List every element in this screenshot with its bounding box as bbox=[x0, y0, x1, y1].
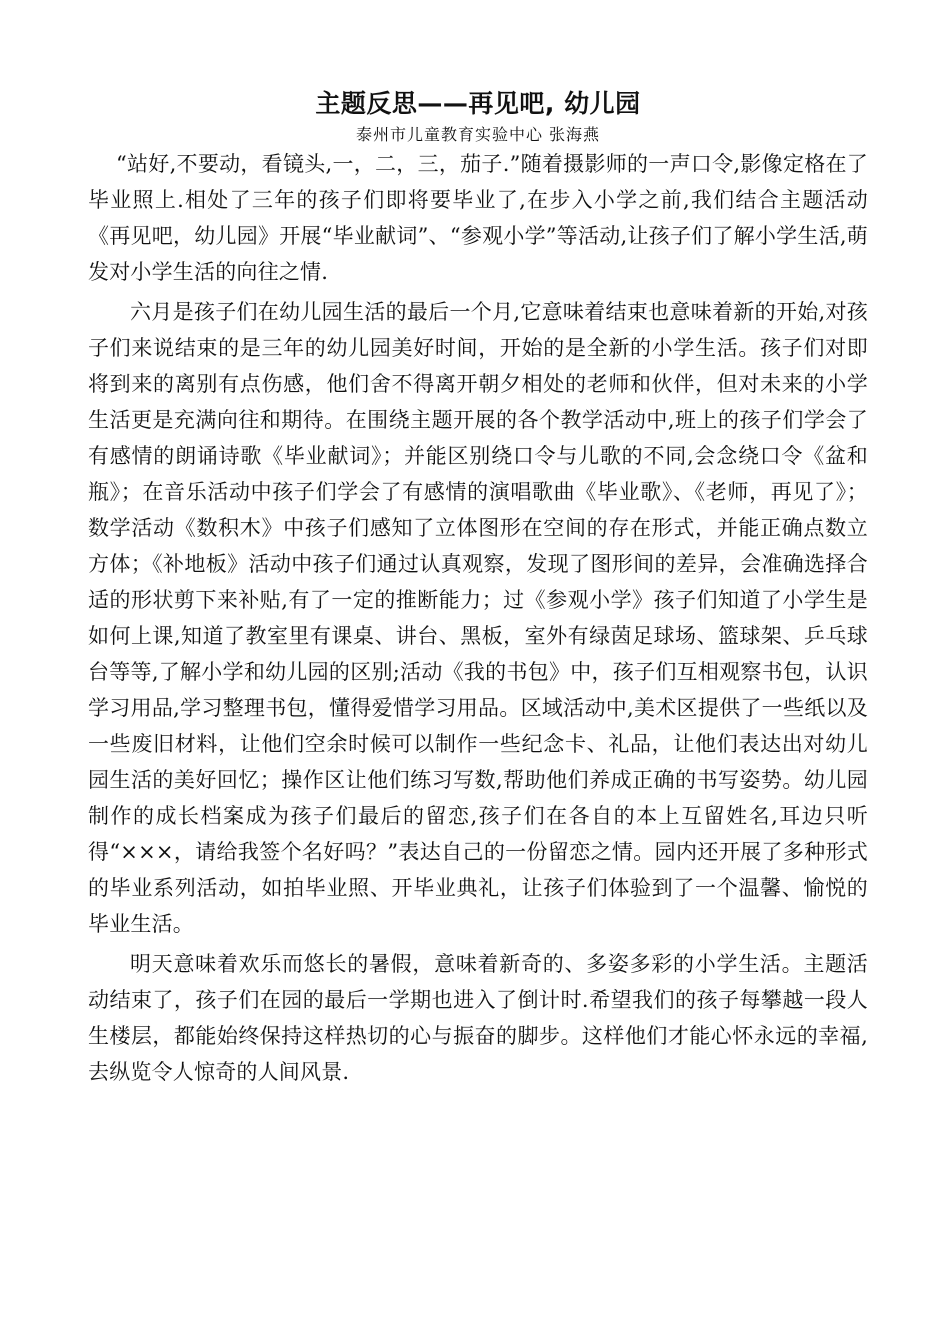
paragraph-3: 明天意味着欢乐而悠长的暑假，意味着新奇的、多姿多彩的小学生活。主题活动结束了，孩子们在园的最后一学期也进入了倒计时.希望我们的孩子每攀越一段人生楼层，都能始终保持这样热切的心与振奋的脚步。这样他们才能心怀永远的幸福,去纵览令人惊奇的人间风景. bbox=[88, 952, 868, 1084]
paragraph-2: 六月是孩子们在幼儿园生活的最后一个月,它意味着结束也意味着新的开始,对孩子们来说结束的是三年的幼儿园美好时间，开始的是全新的小学生活。孩子们对即将到来的离别有点伤感，他们舍不得离开朝夕相处的老师和伙伴，但对未来的小学生活更是充满向往和期待。在围绕主题开展的各个教学活动中,班上的孩子们学会了有感情的朗诵诗歌《毕业献词》；并能区别绕口令与儿歌的不同,会念绕口令《盆和瓶》；在音乐活动中孩子们学会了有感情的演唱歌曲《毕业歌》、《老师，再见了》；数学活动《数积木》中孩子们感知了立体图形在空间的存在形式，并能正确点数立方体；《补地板》活动中孩子们通过认真观察，发现了图形间的差异，会准确选择合适的形状剪下来补贴,有了一定的推断能力；过《参观小学》孩子们知道了小学生是如何上课,知道了教室里有课桌、讲台、黑板，室外有绿茵足球场、篮球架、乒乓球台等等,了解小学和幼儿园的区别;活动《我的书包》中，孩子们互相观察书包，认识学习用品,学习整理书包，懂得爱惜学习用品。区域活动中,美术区提供了一些纸以及一些废旧材料，让他们空余时候可以制作一些纪念卡、礼品，让他们表达出对幼儿园生活的美好回忆；操作区让他们练习写数,帮助他们养成正确的书写姿势。幼儿园制作的成长档案成为孩子们最后的留恋,孩子们在各自的本上互留姓名,耳边只听得“×××，请给我签个名好吗？”表达自己的一份留恋之情。园内还开展了多种形式的毕业系列活动，如拍毕业照、开毕业典礼，让孩子们体验到了一个温馨、愉悦的毕业生活。 bbox=[88, 300, 868, 936]
author-line: 泰州市儿童教育实验中心 张海燕 bbox=[355, 125, 601, 144]
document-title: 主题反思——再见吧, 幼儿园 bbox=[315, 89, 641, 118]
document-page bbox=[88, 84, 868, 1090]
paragraph-1: “站好,不要动，看镜头,一，二，三，茄子.”随着摄影师的一声口令,影像定格在了毕业照上.相处了三年的孩子们即将要毕业了,在步入小学之前,我们结合主题活动《再见吧，幼儿园》开展“毕业献词”、“参观小学”等活动,让孩子们了解小学生活,萌发对小学生活的向往之情. bbox=[88, 152, 868, 284]
